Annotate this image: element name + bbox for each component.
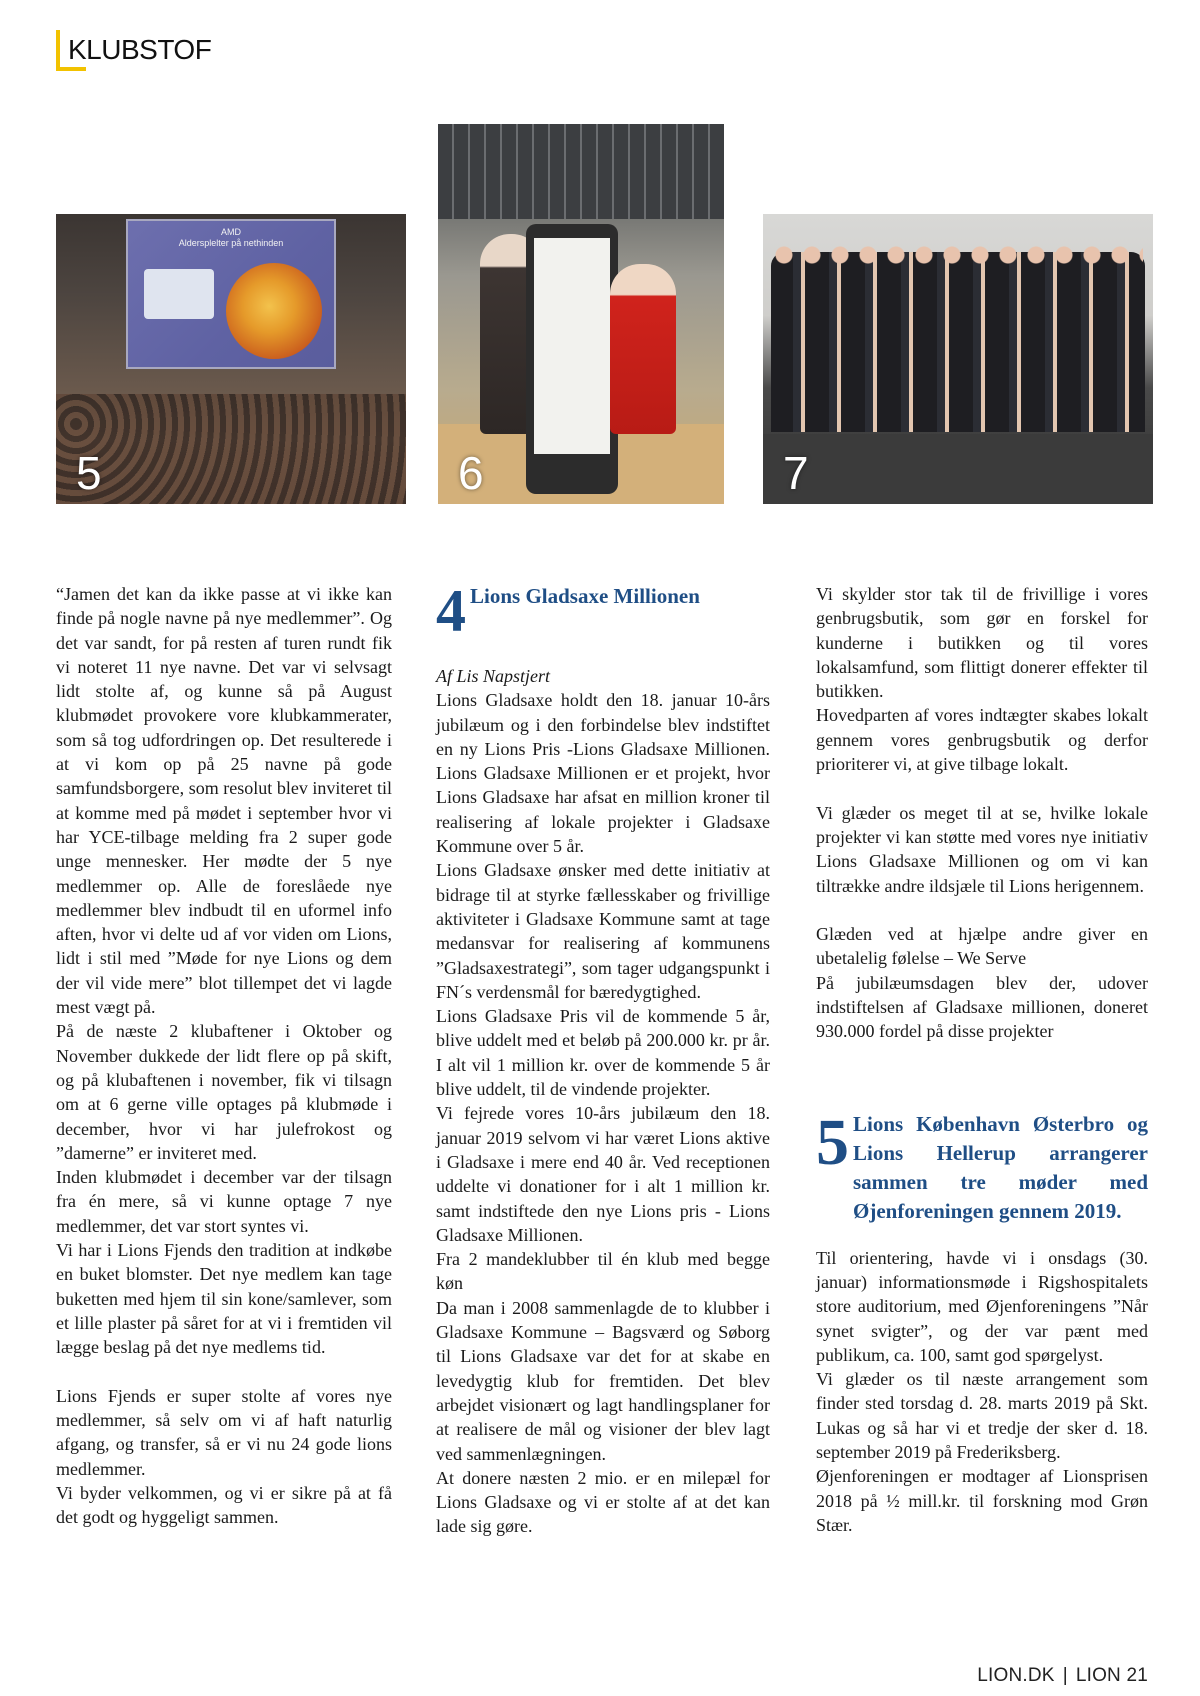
- article-5: [816, 1105, 1148, 1538]
- paragraph: Lions Gladsaxe ønsker med dette initiativ at bidrage til at styrke fællesskaber og frivillige aktiviteter i Gladsaxe Kommune samt at tage medansvar for realisering af kommunens ”Gladsaxestrategi”, som tager udgangspunkt i FN´s verdensmål for bæredygtighed.: [436, 860, 770, 1002]
- paragraph: Vi skylder stor tak til de frivillige i vores genbrugsbutik, som gør en forskel for kunderne i butikken og til vores lokalsamfund, som flittigt donerer effekter til butikken.: [816, 584, 1148, 702]
- photo-award-presentation: [438, 124, 724, 504]
- article-5-heading: [816, 1105, 1148, 1226]
- paragraph: Vi byder velkommen, og vi er sikre på at få det godt og hyggeligt sammen.: [56, 1482, 392, 1528]
- photo-lecture-hall: [56, 214, 406, 504]
- section-title: KLUBSTOF: [68, 34, 212, 65]
- paragraph: Vi glæder os meget til at se, hvilke lokale projekter vi kan støtte med vores nye initiativ Lions Gladsaxe Millionen og om vi kan tiltrække andre ildsjæle til Lions herigennem.: [816, 802, 1148, 896]
- paragraph: Lions Gladsaxe Pris vil de kommende 5 år, blive uddelt med et beløb på 200.000 kr. pr år. I alt vil 1 million kr. over de kommende 5 år blive uddelt, til de vindende projekter.: [436, 1006, 770, 1100]
- column-2: [436, 578, 770, 1539]
- photo-number: 6: [458, 447, 484, 499]
- header-accent-underline: [56, 67, 86, 71]
- paragraph: Hovedparten af vores indtægter skabes lokalt gennem vores genbrugsbutik og derfor prioriterer vi, at give tilbage lokalt.: [816, 705, 1148, 775]
- paragraph: Inden klubmødet i december var der tilsagn fra én mere, så vi kunne optage 7 nye medlemmer, det var stort syntes vi.: [56, 1167, 392, 1236]
- paragraph: På jubilæumsdagen blev der, udover indstiftelsen af Gladsaxe millionen, doneret 930.000 fordel på disse projekter: [816, 972, 1148, 1042]
- column-3: [816, 582, 1148, 1537]
- paragraph: Vi har i Lions Fjends den tradition at indkøbe en buket blomster. Det nye medlem kan tage buketten med hjem til sin kone/samlever, som et lille plaster på såret for at vi i fremtiden vil lægge beslag på det nye medlems tid.: [56, 1240, 392, 1358]
- article-title: Lions Gladsaxe Millionen: [470, 584, 700, 608]
- article-number: 4: [436, 578, 466, 644]
- footer-separator: |: [1062, 1665, 1068, 1686]
- photo-number: 7: [783, 447, 809, 499]
- photo-group: [763, 214, 1153, 504]
- paragraph: Da man i 2008 sammenlagde de to klubber i Gladsaxe Kommune – Bagsværd og Søborg til Lions Gladsaxe var det for at skabe en levedygtig klub for fremtiden. Det blev arbejdet visionært og lagt handlingsplaner for at realisere de mål og visioner der blev lagt ved sammenlægningen.: [436, 1297, 770, 1464]
- slide-subtitle: Aldersplelter på nethinden: [178, 238, 284, 248]
- byline: Af Lis Napstjert: [436, 666, 551, 686]
- ceiling: [438, 124, 724, 219]
- paragraph: Øjenforeningen er modtager af Lionsprisen 2018 på ½ mill.kr. til forskning mod Grøn Stær.: [816, 1466, 1148, 1535]
- column-1: [56, 582, 392, 1530]
- article-title: Lions København Østerbro og Lions Hellerup arrangerer sammen tre møder med Øjenforeningen gennem 2019.: [853, 1111, 1148, 1223]
- paragraph: Glæden ved at hjælpe andre giver en ubetalelig følelse – We Serve: [816, 924, 1148, 969]
- audience: [56, 394, 406, 504]
- floor: [763, 434, 1153, 504]
- page-footer: [977, 1665, 1148, 1687]
- paragraph: Vi fejrede vores 10-års jubilæum den 18. januar 2019 selvom vi har været Lions aktive i Gladsaxe i mere end 40 år. Ved receptionen uddelte vi donationer for i alt 1 million kr. samt indstiftede den nye Lions pris - Lions Gladsaxe Millionen.: [436, 1103, 770, 1245]
- page-number: LION 21: [1075, 1665, 1148, 1686]
- slide-eye-diagram: [144, 269, 214, 319]
- article-4-heading: [436, 578, 770, 658]
- header-accent-bar: [56, 30, 60, 70]
- paragraph: Lions Fjends er super stolte af vores nye medlemmer, så selv om vi af haft naturlig afgang, og transfer, så er vi nu 24 gode lions medlemmer.: [56, 1385, 392, 1479]
- projection-screen: [126, 219, 336, 369]
- paragraph: At donere næsten 2 mio. er en milepæl for Lions Gladsaxe og vi er stolte af at det kan lade sig gøre.: [436, 1467, 770, 1537]
- group-of-people: [771, 252, 1145, 432]
- paragraph: Lions Gladsaxe holdt den 18. januar 10-års jubilæum og i den forbindelse blev indstiftet en ny Lions Pris -Lions Gladsaxe Millionen. Lions Gladsaxe Millionen er et projekt, hvor Lions Gladsaxe har afsat en million kroner til realisering af lokale projekter i Gladsaxe Kommune over 5 år.: [436, 690, 770, 857]
- article-number: 5: [816, 1105, 849, 1179]
- paragraph: Vi glæder os til næste arrangement som finder sted torsdag d. 28. marts 2019 på Skt. Lukas og så har vi et tredje der sker d. 18. september 2019 på Frederiksberg.: [816, 1369, 1148, 1463]
- paragraph: På de næste 2 klubaftener i Oktober og November dukkede der lidt flere op på skift, og på klubaftenen i november, fik vi tilsagn om at 6 gerne ville optages på klubmøde i december, hvor vi har julefrokost og ”damerne” er inviteret med.: [56, 1021, 392, 1163]
- person-right: [610, 264, 676, 434]
- footer-site: LION.DK: [977, 1665, 1055, 1686]
- subheading: Fra 2 mandeklubber til én klub med begge køn: [436, 1249, 770, 1294]
- group-heads: [773, 244, 1143, 266]
- paragraph: Til orientering, havde vi i onsdags (30. januar) informationsmøde i Rigshospitalets store auditorium, med Øjenforeningens ”Når synet svigter”, og der var pænt med publikum, ca. 100, samt god spørgelyst.: [816, 1247, 1148, 1365]
- section-header: [56, 30, 276, 72]
- award-board: [526, 224, 618, 494]
- slide-title: AMD: [221, 227, 241, 237]
- paragraph: “Jamen det kan da ikke passe at vi ikke kan finde på nogle navne på nye medlemmer”. Og det var sandt, for på resten af turen rundt fik vi noteret 11 nye navne. Det var vi selvsagt lidt stolte af, og kunne så på August klubmødet provokere vore klubkammerater, som så tog udfordringen op. Det resulterede i at vi kom op på 25 navne på gode samfundsborgere, som resolut blev inviteret til at komme med på mødet i september hvor vi har YCE-tilbage melding fra 2 super gode unge mennesker. Her mødte der 5 nye medlemmer op. Alle de foreslåede nye medlemmer blev indbudt til en uformel info aften, hvor vi delte ud af vor viden om Lions, lidt i stil med ”Møde for nye Lions og dem der vil vide mere” blot tillempet det vi lagde mest vægt på.: [56, 584, 392, 1018]
- photo-number: 5: [76, 447, 102, 499]
- slide-retina-image: [226, 263, 322, 359]
